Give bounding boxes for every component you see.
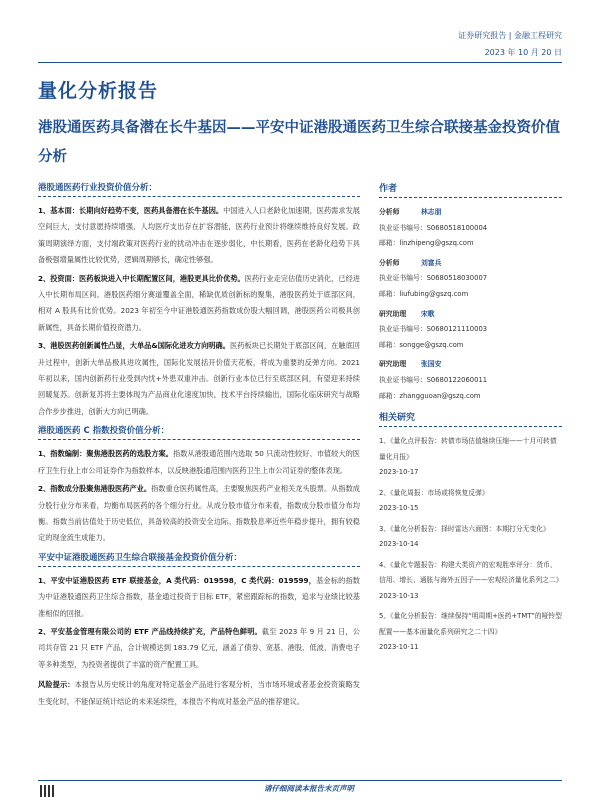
related-report[interactable]: 1、《量化点评报告：转债市场估值继续压缩——十月可转债量化月报》 2023-10-17: [379, 437, 557, 477]
report-header: [458, 27, 562, 61]
analyst-card: 研究助理 张国安 执业证书编号：S0680122060011 邮箱：zhangguoan@gszq.com: [379, 357, 562, 404]
related-report[interactable]: 3、《量化分析报告：择时雷达六面图：本期打分无变化》 2023-10-14: [379, 524, 550, 549]
related-title: 相关研究: [379, 410, 562, 427]
qr-code-icon: [40, 785, 54, 797]
analyst-email[interactable]: 邮箱：linzhipeng@gszq.com: [379, 239, 474, 248]
report-category: 证券研究报告 | 金融工程研究: [458, 31, 562, 40]
paragraph: 2、指数成分股聚焦港股医药产业。指数重仓医药属性高，主要聚焦医药产业相关龙头股票。从指数成分股行业分布来看，均衡布局医药的各个细分行业。从成分股市值分布来看，指数成分股市值分布均衡。指数当前估值处于历史低位，具备较高的投资安全边际。指数股息率近些年稳步提升，拥有较稳定的现金流生成能力。: [38, 484, 360, 543]
section-title: 港股通医药 C 指数投资价值分析：: [38, 424, 360, 440]
analyst-email[interactable]: 邮箱：songge@gszq.com: [379, 340, 464, 349]
paragraph: 1、平安中证港股医药 ETF 联接基金，A 类代码：019598，C 类代码：019599，基金标的指数为中证港股通医药卫生综合指数，基金通过投资于目标 ETF，紧密跟踪标的指数，追求与业绩比较基准相似的回报。: [38, 575, 360, 618]
analyst-card: 分析师 刘富兵 执业证书编号：S0680518030007 邮箱：liufubing@gszq.com: [379, 256, 562, 303]
footer-divider: [38, 780, 562, 781]
section-index: [38, 424, 360, 546]
analyst-email[interactable]: 邮箱：zhangguoan@gszq.com: [379, 391, 481, 400]
section-fund: [38, 551, 360, 673]
report-title: 港股通医药具备潜在长牛基因——平安中证港股通医药卫生综合联接基金投资价值分析: [38, 120, 560, 165]
paragraph: 1、基本面：长期向好趋势不变，医药具备潜在长牛基因。中国进入人口老龄化加速期，医药需求发展空间巨大，支付意愿持续增强，人均医疗支出存在扩容潜能，医药行业预计将继续维持良好发展。政策周期演绎方面，支付端政策对医药行业的扰动冲击在逐步弱化，中长期看，医药在老龄化趋势下具备极强增量属性比较优势，逻辑周期够长，确定性够强。: [38, 206, 360, 265]
analyst-card: 研究助理 宋歌 执业证书编号：S0680121110003 邮箱：songge@gszq.com: [379, 307, 562, 354]
footer-disclaimer: 请仔细阅读本报告末页声明: [264, 784, 354, 793]
authors-title: 作者: [379, 181, 562, 198]
paragraph: 2、投资面：医药板块进入中长期配置区间，港股更具比价优势。医药行业走完估值历史消化，已经进入中长期布局区间。港股医药细分赛道覆盖全面，稀缺优质创新标的聚集，港股医药处于底部区间，相对 A 股具有比价优势。2023 年初至今中证港股通医药指数成份股大幅回调，港股医药公司极具创新属性，具备长期价值投资潜力。: [38, 273, 360, 332]
paragraph: 1、指数编制：聚焦港股医药的选股方案。指数从港股通范围内选取 50 只流动性较好、市值较大的医疗卫生行业上市公司证券作为指数样本，以反映港股通范围内医药卫生上市公司证券的整体表现。: [38, 449, 360, 475]
section-title: 港股通医药行业投资价值分析：: [38, 181, 360, 197]
sidebar: [379, 181, 562, 661]
risk-warning: 风险提示：本报告从历史统计的角度对特定基金产品进行客观分析，当市场环境或者基金投资策略发生变化时，不能保证统计结论的未来延续性，本报告不构成对基金产品的推荐建议。: [38, 680, 360, 706]
report-date: 2023 年 10 月 20 日: [484, 48, 562, 57]
summary-column: [38, 181, 360, 712]
analyst-card: 分析师 林志朋 执业证书编号：S0680518100004 邮箱：linzhipeng@gszq.com: [379, 205, 562, 252]
header-divider: [38, 62, 562, 63]
related-report[interactable]: 5、《量化分析报告：继续保持“明周期+医药+TMT”的哑铃型配置——基本面量化系列研究之二十四》 2023-10-11: [379, 612, 562, 652]
analyst-email[interactable]: 邮箱：liufubing@gszq.com: [379, 289, 469, 298]
paragraph: 2、平安基金管理有限公司的 ETF 产品线持续扩充，产品特色鲜明。截至 2023 年 9 月 21 日，公司共存管 21 只 ETF 产品，合计规模达到 183.79 亿元，涵盖了债券、宽基、港股、低波、消费电子等多种类型，为投资者提供了丰富的资产配置工具。: [38, 626, 360, 669]
report-type: 量化分析报告: [38, 80, 159, 102]
related-report[interactable]: 4、《量化专题报告：构建大类资产的宏观胜率评分：货币、信用、增长、通胀与海外五因子——宏观经济量化系列之二》 2023-10-13: [379, 560, 563, 600]
section-industry: [38, 181, 360, 420]
related-report[interactable]: 2、《量化周报：市场或将恢复反弹》 2023-10-15: [379, 488, 489, 513]
section-title: 平安中证港股通医药卫生综合联接基金投资价值分析：: [38, 551, 360, 567]
paragraph: 3、港股医药创新属性凸显，大单品&国际化进攻方向明确。医药板块已长期处于底部区间，在触底回升过程中，创新大单品极具进攻属性，国际化发展括开价值天花板，将成为重要的反弹方向。2021 年初以来，国内创新药行业受到内忧+外患双重冲击。创新行业本位已行至底部区间，有望迎来持续回暖复苏。创新复苏将主要体现为产品商业化速度加快，技术平台持续输出，国际化临床研究与战略合作步步推进，创新大方向已明确。: [38, 341, 360, 416]
